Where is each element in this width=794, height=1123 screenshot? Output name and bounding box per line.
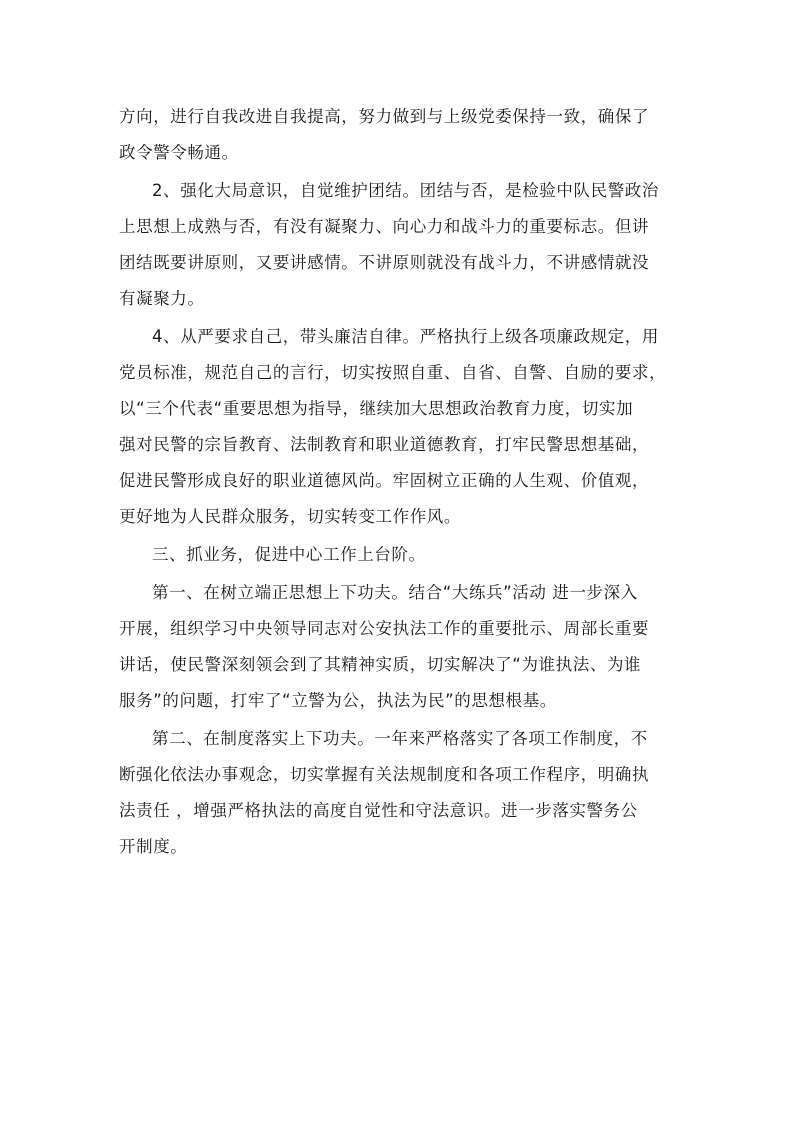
paragraph [119, 321, 679, 537]
text-line: 上思想上成熟与否，有没有凝聚力、向心力和战斗力的重要标志。但讲 [119, 217, 650, 236]
text-line: 讲话，使民警深刻领会到了其精神实质，切实解决了“为谁执法、为谁 [119, 655, 642, 674]
text-line: 2、强化大局意识，自觉维护团结。团结与否，是检验中队民警政治 [152, 181, 659, 200]
text-line: 第一、在树立端正思想上下功夫。结合“大练兵”活动 进一步深入 [152, 583, 638, 602]
text-line: 有凝聚力。 [119, 289, 205, 308]
paragraph [119, 175, 679, 319]
text-line: 方向，进行自我改进自我提高，努力做到与上级党委保持一致，确保了 [119, 107, 650, 126]
text-line: 党员标准，规范自己的言行，切实按照自重、自省、自警、自励的要求， [119, 363, 667, 382]
paragraph [119, 577, 679, 721]
text-line: 开制度。 [119, 837, 188, 856]
text-line: 强对民警的宗旨教育、法制教育和职业道德教育，打牢民警思想基础， [119, 435, 650, 454]
text-line: 促进民警形成良好的职业道德风尚。牢固树立正确的人生观、价值观， [119, 471, 650, 490]
paragraph [119, 101, 679, 173]
text-line: 第二、在制度落实上下功夫。一年来严格落实了各项工作制度，不 [152, 729, 648, 748]
document-body [119, 101, 679, 867]
section-heading [119, 539, 679, 575]
text-line: 政令警令畅通。 [119, 143, 239, 162]
text-line: 4、从严要求自己，带头廉洁自律。严格执行上级各项廉政规定，用 [152, 327, 659, 346]
text-line: 断强化依法办事观念，切实掌握有关法规制度和各项工作程序，明确执 [119, 765, 650, 784]
text-line: 法责任 ，增强严格执法的高度自觉性和守法意识。进一步落实警务公 [119, 801, 638, 820]
paragraph [119, 723, 679, 867]
text-line: 三、抓业务，促进中心工作上台阶。 [152, 545, 426, 564]
text-line: 服务”的问题，打牢了“立警为公，执法为民”的思想根基。 [119, 691, 557, 710]
text-line: 更好地为人民群众服务，切实转变工作作风。 [119, 507, 461, 526]
text-line: 以“三个代表“重要思想为指导，继续加大思想政治教育力度，切实加 [119, 399, 634, 418]
text-line: 开展，组织学习中央领导同志对公安执法工作的重要批示、周部长重要 [119, 619, 650, 638]
text-line: 团结既要讲原则，又要讲感情。不讲原则就没有战斗力，不讲感情就没 [119, 253, 650, 272]
